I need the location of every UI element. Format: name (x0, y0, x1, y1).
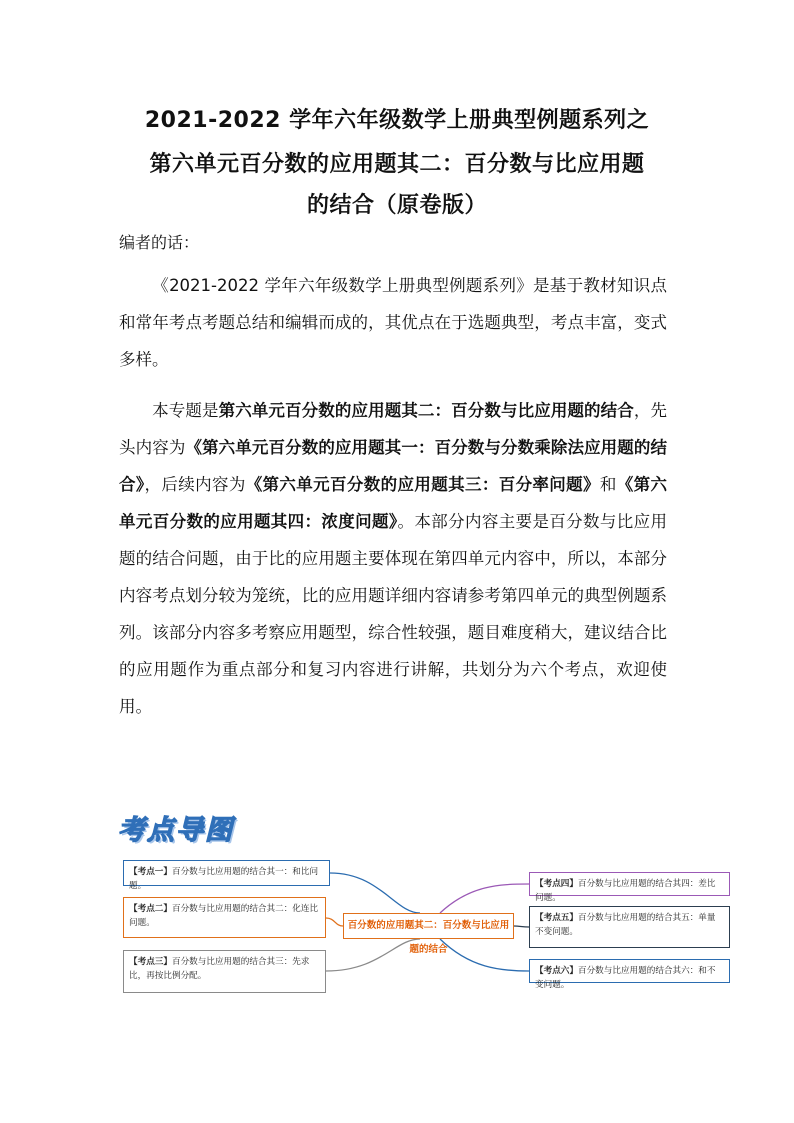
node-2-tag: 【考点二】 (129, 904, 172, 914)
node-2-text: 百分数与比应用题的结合其二：化连比问题。 (129, 904, 319, 928)
connector-2 (326, 918, 343, 926)
node-5-tag: 【考点五】 (535, 913, 578, 923)
doc-title-line1: 2021-2022 学年六年级数学上册典型例题系列之 (144, 108, 650, 133)
mind-map-node-6 (529, 959, 730, 990)
p2-lead: 本专题是 (152, 401, 219, 420)
section-title-mindmap: 考点导图 (118, 815, 234, 846)
mind-map-center-node: 百分数的应用题其二：百分数与比应用题的结合 (343, 913, 514, 939)
p2-next-topic-2: 《第六单元百分数的应用题其四：浓度问题》 (119, 475, 668, 531)
node-4-tag: 【考点四】 (535, 879, 578, 889)
mind-map-node-2 (123, 897, 326, 938)
node-3-tag: 【考点三】 (129, 957, 172, 967)
node-4-text: 百分数与比应用题的结合其四：差比问题。 (535, 879, 716, 903)
node-3-text: 百分数与比应用题的结合其三：先求比，再按比例分配。 (129, 957, 310, 981)
doc-title-line3: 的结合（原卷版） (306, 193, 487, 218)
mind-map-node-4 (529, 872, 730, 903)
mind-map-node-5 (529, 906, 730, 948)
p2-topic: 第六单元百分数的应用题其二：百分数与比应用题的结合 (218, 401, 634, 420)
p2-next-topic-1: 《第六单元百分数的应用题其三：百分率问题》 (245, 475, 600, 494)
intro-label: 编者的话： (119, 233, 200, 252)
node-6-text: 百分数与比应用题的结合其六：和不变问题。 (535, 966, 716, 990)
node-6-tag: 【考点六】 (535, 966, 578, 976)
p2-mid2: ，后续内容为 (144, 475, 246, 494)
node-1-text: 百分数与比应用题的结合其一：和比问题。 (129, 867, 319, 891)
connector-6 (440, 939, 529, 971)
connector-5 (514, 926, 529, 927)
connector-4 (440, 884, 529, 913)
p2-rest: 。本部分内容主要是百分数与比应用题的结合问题，由于比的应用题主要体现在第四单元内容中，所以，本部分内容考点划分较为笼统，比的应用题详细内容请参考第四单元的典型例题系列。该部分内容多考察应用题型，综合性较强，题目难度稍大，建议结合比的应用题作为重点部分和复习内容进行讲解，共划分为六个考点，欢迎使用。 (119, 512, 668, 716)
connector-3 (326, 939, 420, 971)
doc-title-line2: 第六单元百分数的应用题其二：百分数与比应用题 (149, 152, 645, 177)
p2-mid1: ，先头内容为 (119, 401, 668, 457)
node-1-tag: 【考点一】 (129, 867, 172, 877)
mind-map-node-1 (123, 860, 330, 891)
mind-map-node-3 (123, 950, 326, 993)
node-5-text: 百分数与比应用题的结合其五：单量不变问题。 (535, 913, 716, 937)
connector-1 (330, 873, 420, 913)
p2-mid3: 和 (599, 475, 617, 494)
p2-prev-topic: 《第六单元百分数的应用题其一：百分数与分数乘除法应用题的结合》 (119, 438, 667, 494)
paragraph-1-text: 《2021-2022 学年六年级数学上册典型例题系列》是基于教材知识点和常年考点考题总结和编辑而成的，其优点在于选题典型，考点丰富，变式多样。 (119, 276, 667, 369)
